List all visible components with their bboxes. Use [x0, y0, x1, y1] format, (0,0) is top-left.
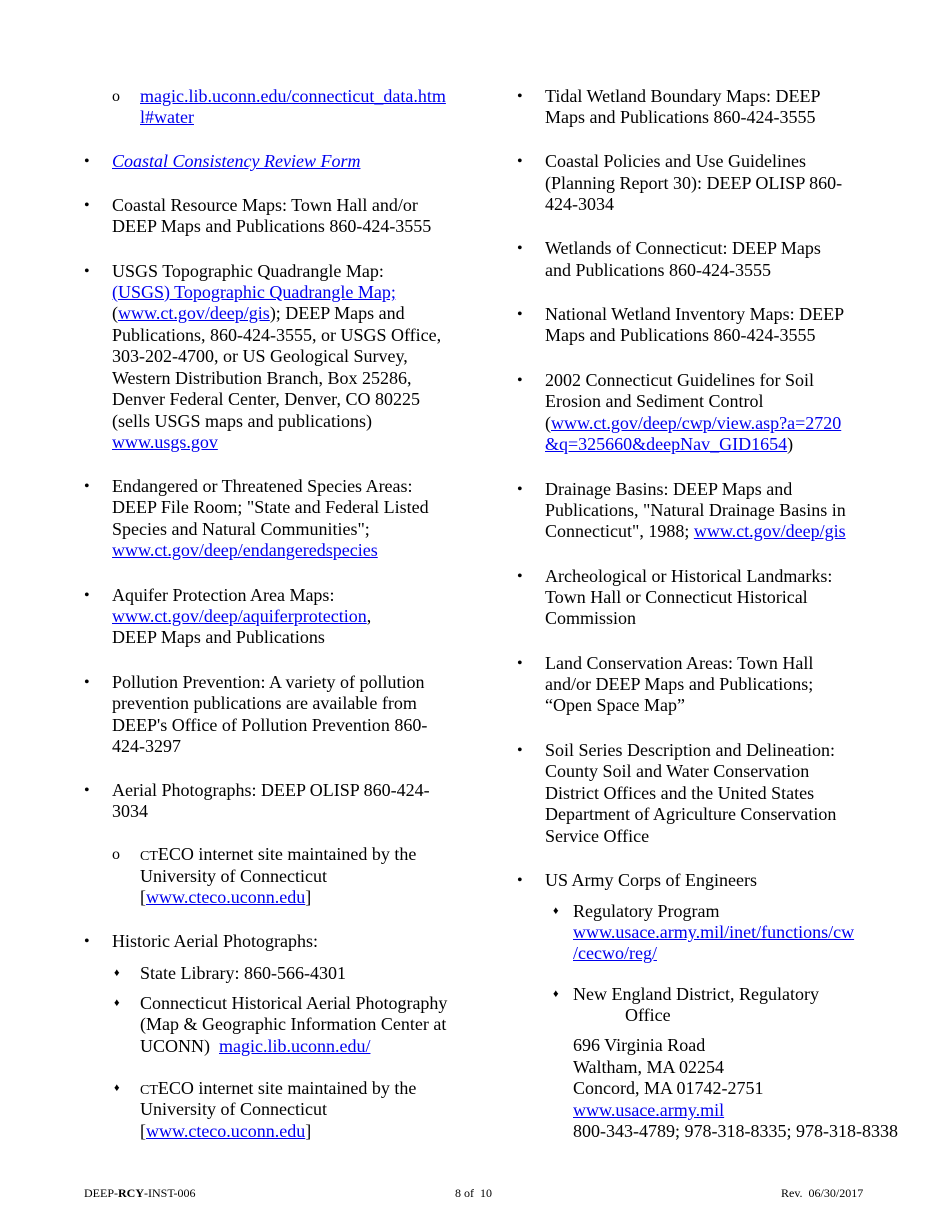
usace-regulatory-link-cont[interactable]: /cecwo/reg/ [573, 943, 657, 963]
text-line: US Army Corps of Engineers [545, 870, 757, 890]
text-line: Soil Series Description and Delineation: [545, 740, 835, 760]
cteco-link[interactable]: www.cteco.uconn.edu [146, 887, 306, 907]
text-line: Pollution Prevention: A variety of pollution [112, 672, 425, 692]
text-line: Endangered or Threatened Species Areas: [112, 476, 413, 496]
text-line: Archeological or Historical Landmarks: [545, 566, 833, 586]
text-line: Publications, "Natural Drainage Basins in [545, 500, 846, 520]
text-line: Connecticut Historical Aerial Photography [140, 993, 448, 1013]
text-line: DEEP Maps and Publications [112, 627, 325, 647]
text-line: 696 Virginia Road [573, 1035, 706, 1055]
text-line [545, 434, 793, 456]
footer-revision: Rev. 06/30/2017 [781, 1186, 864, 1200]
doc-id-prefix: DEEP- [84, 1186, 118, 1200]
bullet: • [517, 742, 523, 759]
bullet: • [84, 933, 90, 950]
diamond-bullet: ♦ [553, 905, 559, 917]
aquifer-protection-link[interactable]: www.ct.gov/deep/aquiferprotection [112, 606, 367, 626]
text-line: USGS Topographic Quadrangle Map: [112, 261, 384, 281]
text-line: 424-3034 [545, 194, 614, 214]
text-line [140, 1078, 416, 1102]
usace-link[interactable]: www.usace.army.mil [573, 1100, 725, 1120]
bullet: • [517, 240, 523, 257]
coastal-consistency-form-link[interactable]: Coastal Consistency Review Form [112, 151, 361, 171]
text-line: DEEP's Office of Pollution Prevention 860- [112, 715, 428, 735]
text-line [140, 1036, 370, 1058]
text-line [545, 521, 846, 543]
magic-lib-link[interactable]: magic.lib.uconn.edu/ [219, 1036, 371, 1056]
text-line: Concord, MA 01742-2751 [573, 1078, 764, 1098]
circle-bullet: o [112, 846, 120, 863]
text-line: Aerial Photographs: DEEP OLISP 860-424- [112, 780, 430, 800]
paren-close: ) [787, 434, 794, 454]
diamond-bullet: ♦ [553, 988, 559, 1000]
text-line: DEEP Maps and Publications 860-424-3555 [112, 216, 432, 236]
text-line: Tidal Wetland Boundary Maps: DEEP [545, 86, 821, 106]
usgs-topo-link[interactable]: (USGS) Topographic Quadrangle Map; [112, 282, 396, 302]
text-line: State Library: 860-566-4301 [140, 963, 346, 983]
text-line: (Planning Report 30): DEEP OLISP 860- [545, 173, 843, 193]
text-line [112, 606, 371, 628]
text-line: Publications, 860-424-3555, or USGS Office, [112, 325, 442, 345]
text-fragment: ); DEEP Maps and [269, 303, 405, 323]
text-line: Regulatory Program [573, 901, 720, 921]
circle-bullet: o [112, 88, 120, 105]
cteco-link-2[interactable]: www.cteco.uconn.edu [146, 1121, 306, 1141]
text-line: Drainage Basins: DEEP Maps and [545, 479, 793, 499]
bullet: • [517, 481, 523, 498]
text-fragment: UCONN) [140, 1036, 219, 1056]
text-fragment: ECO internet site maintained by the [157, 844, 417, 864]
text-line: and Publications 860-424-3555 [545, 260, 771, 280]
text-line: National Wetland Inventory Maps: DEEP [545, 304, 845, 324]
text-line: Land Conservation Areas: Town Hall [545, 653, 814, 673]
text-line: Aquifer Protection Area Maps: [112, 585, 335, 605]
text-line [140, 1121, 311, 1143]
text-line: (sells USGS maps and publications) [112, 411, 372, 431]
diamond-bullet: ♦ [114, 1082, 120, 1094]
text-line: Western Distribution Branch, Box 25286, [112, 368, 412, 388]
erosion-guidelines-link-cont[interactable]: &q=325660&deepNav_GID1654 [545, 434, 788, 454]
text-line: Denver Federal Center, Denver, CO 80225 [112, 389, 420, 409]
text-line: Species and Natural Communities"; [112, 519, 370, 539]
text-fragment: Connecticut", 1988; [545, 521, 694, 541]
bracket-close: ] [305, 1121, 312, 1141]
bullet: • [84, 153, 90, 170]
small-caps-ct: CT [140, 1083, 158, 1098]
text-line: “Open Space Map” [545, 695, 685, 715]
bullet: • [517, 655, 523, 672]
text-line: County Soil and Water Conservation [545, 761, 810, 781]
paren-open: ( [112, 303, 118, 323]
magic-water-link[interactable]: magic.lib.uconn.edu/connecticut_data.htm [140, 86, 446, 106]
text-line: Service Office [545, 826, 650, 846]
text-line: Department of Agriculture Conservation [545, 804, 837, 824]
bullet: • [84, 197, 90, 214]
bracket-close: ] [305, 887, 312, 907]
bullet: • [517, 88, 523, 105]
text-line: Commission [545, 608, 637, 628]
doc-id-suffix: -INST-006 [144, 1186, 196, 1200]
text-line: 303-202-4700, or US Geological Survey, [112, 346, 408, 366]
diamond-bullet: ♦ [114, 967, 120, 979]
bracket-open: [ [140, 1121, 146, 1141]
text-line [140, 887, 311, 909]
text-line: Town Hall or Connecticut Historical [545, 587, 808, 607]
bullet: • [517, 306, 523, 323]
text-line [140, 844, 416, 868]
bullet: • [84, 263, 90, 280]
bullet: • [517, 872, 523, 889]
text-line: New England District, Regulatory [573, 984, 819, 1004]
text-line: 800-343-4789; 978-318-8335; 978-318-8338 [573, 1121, 898, 1141]
bullet: • [84, 478, 90, 495]
text-line: District Offices and the United States [545, 783, 815, 803]
text-line: University of Connecticut [140, 866, 327, 886]
text-line: 424-3297 [112, 736, 181, 756]
text-line: Historic Aerial Photographs: [112, 931, 318, 951]
small-caps-ct: CT [140, 849, 158, 864]
doc-id-bold: RCY [118, 1186, 144, 1200]
footer-doc-id [84, 1186, 196, 1200]
text-line: Wetlands of Connecticut: DEEP Maps [545, 238, 821, 258]
text-line [545, 413, 841, 435]
usace-regulatory-link[interactable]: www.usace.army.mil/inet/functions/cw [573, 922, 855, 942]
deep-gis-link[interactable]: www.ct.gov/deep/gis [118, 303, 270, 323]
bullet: • [84, 674, 90, 691]
text-line: Maps and Publications 860-424-3555 [545, 107, 816, 127]
paren-open: ( [545, 413, 551, 433]
text-line: Maps and Publications 860-424-3555 [545, 325, 816, 345]
text-fragment: ECO internet site maintained by the [157, 1078, 417, 1098]
text-line: Office [625, 1005, 671, 1025]
bullet: • [517, 372, 523, 389]
text-line: Erosion and Sediment Control [545, 391, 764, 411]
endangered-species-link[interactable]: www.ct.gov/deep/endangeredspecies [112, 540, 378, 560]
deep-gis-link-2[interactable]: www.ct.gov/deep/gis [693, 521, 846, 541]
bullet: • [517, 153, 523, 170]
bullet: • [84, 587, 90, 604]
erosion-guidelines-link[interactable]: www.ct.gov/deep/cwp/view.asp?a=2720 [551, 413, 842, 433]
text-line: and/or DEEP Maps and Publications; [545, 674, 814, 694]
text-line [112, 303, 405, 325]
usgs-link[interactable]: www.usgs.gov [112, 432, 218, 452]
text-line: 2002 Connecticut Guidelines for Soil [545, 370, 814, 390]
diamond-bullet: ♦ [114, 997, 120, 1009]
text-line: 3034 [112, 801, 148, 821]
text-line: Waltham, MA 02254 [573, 1057, 725, 1077]
text-line: DEEP File Room; "State and Federal Listed [112, 497, 429, 517]
text-line: University of Connecticut [140, 1099, 327, 1119]
text-line: prevention publications are available from [112, 693, 417, 713]
text-line: Coastal Resource Maps: Town Hall and/or [112, 195, 418, 215]
bracket-open: [ [140, 887, 146, 907]
bullet: • [517, 568, 523, 585]
text-line: Coastal Policies and Use Guidelines [545, 151, 806, 171]
bullet: • [84, 782, 90, 799]
magic-water-link-cont[interactable]: l#water [140, 107, 194, 127]
comma: , [366, 606, 372, 626]
footer-page-number: 8 of 10 [455, 1186, 492, 1200]
text-line: (Map & Geographic Information Center at [140, 1014, 447, 1034]
